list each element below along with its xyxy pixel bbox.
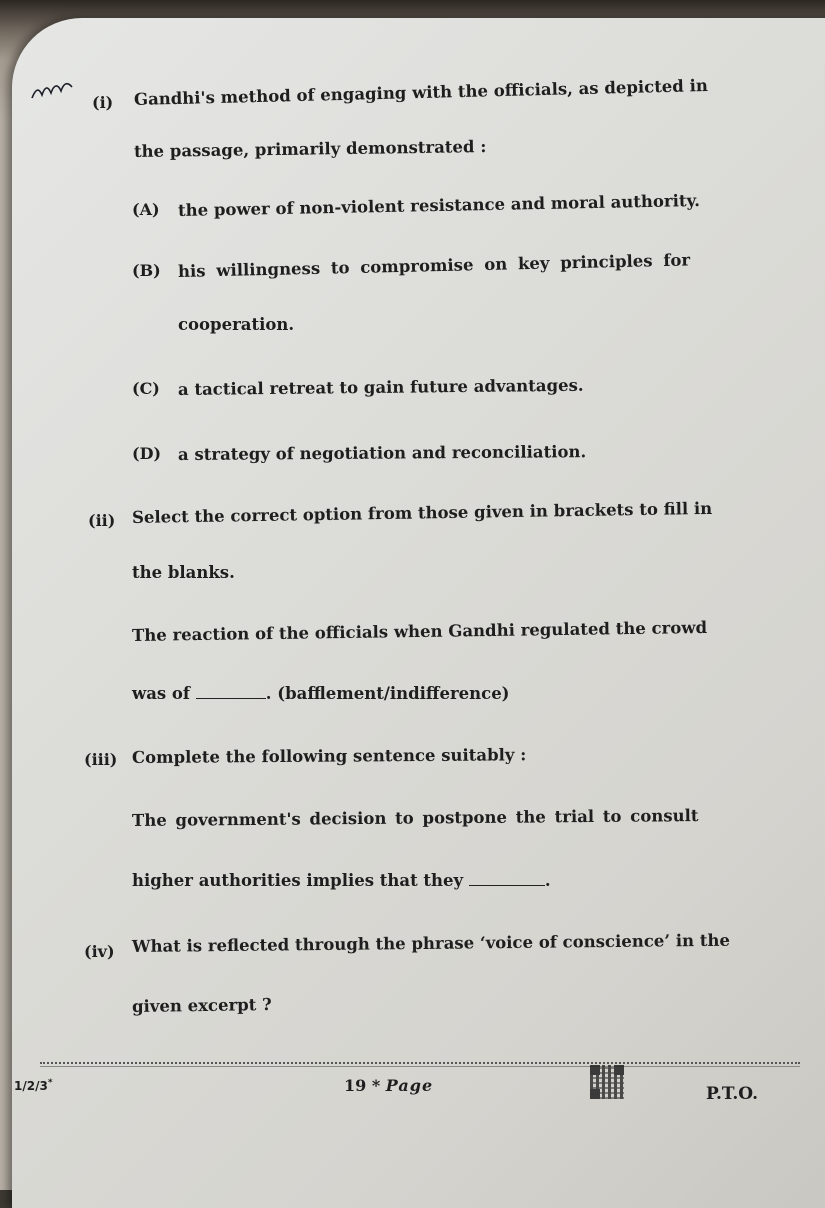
q1-line-1: Gandhi's method of engaging with the officials, as depicted in: [133, 75, 709, 109]
page-number: [344, 1076, 433, 1095]
page-number-star: *: [371, 1076, 381, 1095]
q4-number: (iv): [84, 942, 115, 961]
q1-option-b-label: (B): [132, 261, 161, 280]
q1-option-d-text: a strategy of negotiation and reconciliation.: [177, 442, 587, 464]
page-number-value: 19: [344, 1076, 367, 1095]
q1-option-a-label: (A): [132, 200, 160, 219]
q3-sentence-text: higher authorities implies that they: [132, 870, 464, 890]
q2-sentence-line-1: The reaction of the officials when Gandhi regulated the crowd: [131, 617, 708, 645]
footer-divider: [40, 1062, 800, 1064]
q4-line-2: given excerpt ?: [131, 995, 272, 1016]
q3-sentence-end: .: [544, 870, 551, 890]
q1-option-b-line-1: his willingness to compromise on key principles for: [177, 250, 691, 281]
q1-option-c-label: (C): [132, 379, 160, 398]
q3-sentence-line-1: The government's decision to postpone the trial to consult: [131, 806, 699, 830]
qr-code-icon: [590, 1065, 624, 1099]
paper-code: 1/2/3*: [14, 1078, 53, 1093]
q1-option-b-line-2: cooperation.: [178, 315, 295, 334]
q2-blank: [196, 683, 266, 699]
q3-line-1: Complete the following sentence suitably :: [131, 745, 527, 767]
paper-code-mark: *: [47, 1078, 53, 1088]
page-number-label: Page: [385, 1076, 434, 1095]
q1-line-2: the passage, primarily demonstrated :: [133, 137, 487, 161]
q1-option-d-label: (D): [132, 444, 162, 463]
q3-sentence-line-2: [132, 870, 551, 889]
q2-number: (ii): [88, 511, 116, 530]
pen-tick-icon: [30, 78, 78, 102]
pto-label: P.T.O.: [706, 1084, 758, 1104]
q1-option-c-text: a tactical retreat to gain future advantages.: [177, 375, 584, 399]
q2-sentence-line-2: [132, 683, 510, 702]
q3-number: (iii): [84, 750, 118, 769]
q4-line-1: What is reflected through the phrase ‘voice of conscience’ in the: [131, 930, 731, 956]
q2-sentence-suffix: . (bafflement/indifference): [265, 683, 510, 703]
footer-rule: [40, 1066, 800, 1067]
q3-blank: [469, 870, 545, 886]
q2-line-1: Select the correct option from those given in brackets to fill in: [131, 498, 713, 527]
q1-number: (i): [92, 93, 114, 112]
q2-line-2: the blanks.: [132, 563, 235, 582]
q1-option-a-text: the power of non-violent resistance and moral authority.: [177, 190, 701, 220]
q2-sentence-prefix: was of: [132, 683, 191, 703]
